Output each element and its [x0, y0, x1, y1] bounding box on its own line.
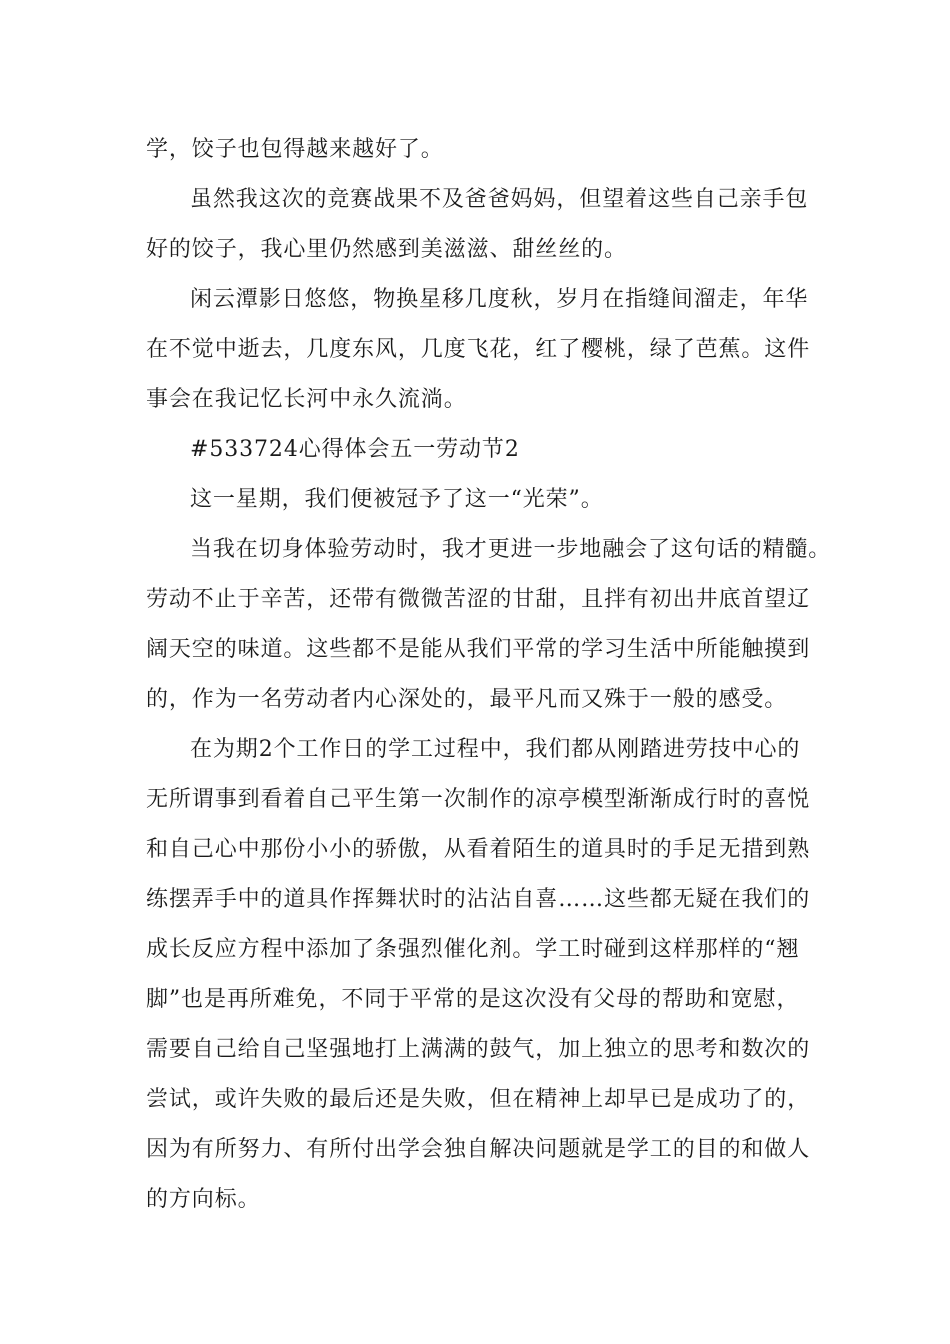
paragraph-line: 在为期2个工作日的学工过程中，我们都从刚踏进劳技中心的	[190, 737, 801, 762]
paragraph-line: 好的饺子，我心里仍然感到美滋滋、甜丝丝的。	[146, 237, 627, 262]
paragraph-line: 这一星期，我们便被冠予了这一“光荣”。	[190, 487, 604, 512]
paragraph-line: 练摆弄手中的道具作挥舞状时的沾沾自喜……这些都无疑在我们的	[146, 887, 811, 912]
paragraph-line: 学，饺子也包得越来越好了。	[146, 137, 444, 162]
paragraph-line: 闲云潭影日悠悠，物换星移几度秋，岁月在指缝间溜走，年华	[190, 287, 809, 312]
section-heading: #533724心得体会五一劳动节2	[190, 437, 520, 462]
paragraph-line: 脚”也是再所难免，不同于平常的是这次没有父母的帮助和宽慰，	[146, 987, 800, 1012]
paragraph-line: 需要自己给自己坚强地打上满满的鼓气，加上独立的思考和数次的	[146, 1037, 811, 1062]
paragraph-line: 和自己心中那份小小的骄傲，从看着陌生的道具时的手足无措到熟	[146, 837, 811, 862]
paragraph-line: 尝试，或许失败的最后还是失败，但在精神上却早已是成功了的，	[146, 1087, 811, 1112]
paragraph-line: 当我在切身体验劳动时，我才更进一步地融会了这句话的精髓。	[190, 537, 832, 562]
paragraph-line: 在不觉中逝去，几度东风，几度飞花，红了樱桃，绿了芭蕉。这件	[146, 337, 811, 362]
paragraph-line: 虽然我这次的竞赛战果不及爸爸妈妈，但望着这些自己亲手包	[190, 187, 809, 212]
paragraph-line: 成长反应方程中添加了条强烈催化剂。学工时碰到这样那样的“翘	[146, 937, 800, 962]
paragraph-line: 事会在我记忆长河中永久流淌。	[146, 387, 467, 412]
paragraph-line: 的，作为一名劳动者内心深处的，最平凡而又殊于一般的感受。	[146, 687, 788, 712]
paragraph-line: 无所谓事到看着自己平生第一次制作的凉亭模型渐渐成行时的喜悦	[146, 787, 811, 812]
paragraph-line: 的方向标。	[146, 1187, 261, 1212]
paragraph-line: 因为有所努力、有所付出学会独自解决问题就是学工的目的和做人	[146, 1137, 811, 1162]
paragraph-line: 阔天空的味道。这些都不是能从我们平常的学习生活中所能触摸到	[146, 637, 811, 662]
paragraph-line: 劳动不止于辛苦，还带有微微苦涩的甘甜，且拌有初出井底首望辽	[146, 587, 811, 612]
